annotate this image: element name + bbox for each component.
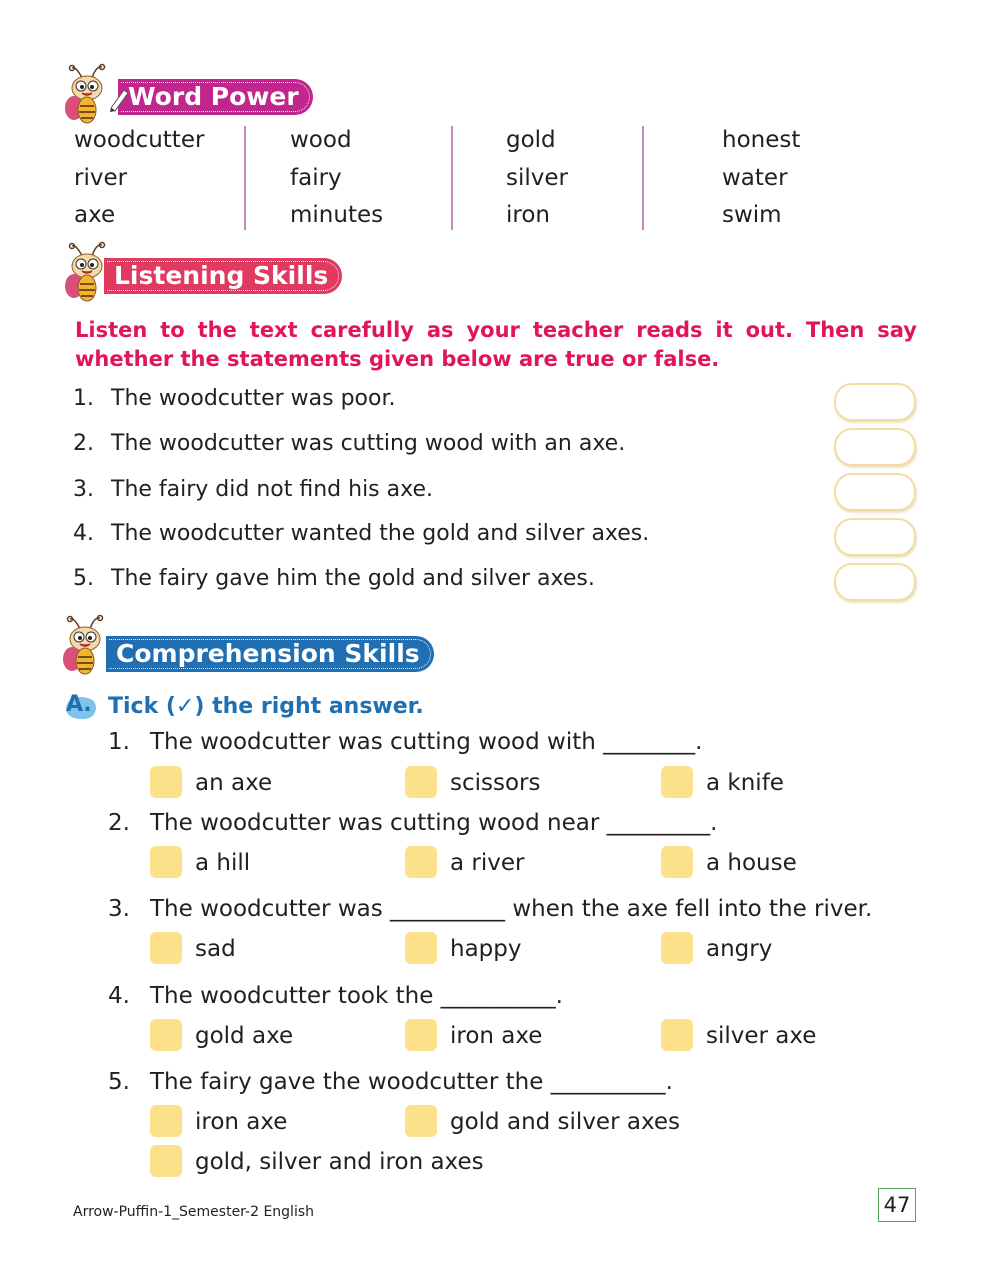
true-false-answer-box[interactable] [834, 473, 916, 511]
word-column-2 [290, 122, 383, 235]
column-divider [451, 126, 453, 230]
word-power-header [60, 76, 320, 126]
option-label: an axe [195, 770, 273, 796]
question-1 [108, 726, 702, 758]
tick-box[interactable] [150, 766, 182, 798]
pencil-icon [108, 86, 130, 112]
exercise-title: Tick (✓) the right answer. [108, 694, 424, 719]
question-number: 5. [108, 1069, 130, 1095]
exercise-letter: A. [66, 692, 92, 717]
word-item: honest [722, 127, 801, 153]
tick-box[interactable] [405, 766, 437, 798]
option-label: a knife [706, 770, 784, 796]
word-item: swim [722, 202, 782, 228]
question-5 [108, 1066, 673, 1098]
true-false-answer-box[interactable] [834, 428, 916, 466]
tick-box[interactable] [661, 766, 693, 798]
word-item: gold [506, 127, 556, 153]
word-item: minutes [290, 202, 384, 228]
option-label: a house [706, 850, 797, 876]
answer-option [661, 767, 784, 800]
answer-option [661, 847, 797, 880]
tick-box[interactable] [150, 1105, 182, 1137]
tick-box[interactable] [150, 846, 182, 878]
statement-text: The fairy gave him the gold and silver axes. [111, 566, 595, 591]
answer-option [405, 1020, 542, 1053]
word-item: iron [506, 202, 550, 228]
word-item: silver [506, 164, 568, 191]
statement-number: 5. [73, 566, 94, 591]
option-label: gold and silver axes [450, 1109, 680, 1135]
answer-option [150, 933, 236, 966]
tick-box[interactable] [405, 932, 437, 964]
question-text: The woodcutter took the __________. [150, 983, 563, 1009]
statement-number: 3. [73, 477, 94, 502]
answer-option [405, 847, 524, 880]
tick-box[interactable] [405, 1105, 437, 1137]
comprehension-skills-title: Comprehension Skills [106, 636, 434, 672]
statement-item [73, 564, 595, 594]
word-item: river [74, 164, 128, 191]
question-number: 4. [108, 983, 130, 1009]
question-text: The fairy gave the woodcutter the __________. [150, 1069, 673, 1095]
option-label: gold axe [195, 1023, 294, 1049]
statement-item [73, 519, 649, 549]
word-column-4 [722, 122, 800, 235]
answer-option [661, 1020, 816, 1053]
tick-box[interactable] [661, 932, 693, 964]
answer-option [150, 847, 250, 880]
statement-text: The woodcutter was poor. [111, 386, 396, 411]
listening-instruction: Listen to the text carefully as your teacher reads it out. Then say whether the statements given below are true or false. [75, 318, 917, 371]
exercise-label [62, 694, 100, 722]
option-label: sad [195, 936, 236, 962]
question-text: The woodcutter was cutting wood with ________. [150, 729, 703, 755]
question-4 [108, 980, 563, 1012]
page-number: 47 [878, 1188, 916, 1222]
tick-box[interactable] [661, 1019, 693, 1051]
answer-option [150, 1020, 293, 1053]
option-label: happy [450, 936, 522, 962]
tick-box[interactable] [150, 1145, 182, 1177]
word-power-title: Word Power [118, 79, 313, 115]
bee-mascot-icon [58, 608, 110, 682]
listening-skills-header [60, 254, 340, 304]
option-label: iron axe [450, 1023, 543, 1049]
answer-option [405, 933, 521, 966]
question-number: 1. [108, 729, 130, 755]
tick-box[interactable] [661, 846, 693, 878]
word-column-1 [74, 122, 204, 235]
statement-text: The woodcutter was cutting wood with an axe. [111, 431, 626, 456]
answer-option [150, 767, 272, 800]
word-item: fairy [290, 164, 342, 191]
word-column-3 [506, 122, 568, 235]
answer-option [661, 933, 772, 966]
option-label: silver axe [706, 1023, 817, 1049]
true-false-answer-box[interactable] [834, 563, 916, 601]
question-2 [108, 807, 717, 839]
option-label: a hill [195, 850, 251, 876]
question-number: 3. [108, 896, 130, 922]
statement-text: The fairy did not find his axe. [111, 477, 433, 502]
statement-item [73, 475, 433, 505]
option-label: gold, silver and iron axes [195, 1149, 484, 1175]
question-text: The woodcutter was cutting wood near _________. [150, 810, 718, 836]
option-label: iron axe [195, 1109, 288, 1135]
answer-option [405, 1106, 680, 1139]
statement-number: 4. [73, 521, 94, 546]
comprehension-skills-header [58, 632, 418, 682]
true-false-answer-box[interactable] [834, 518, 916, 556]
statement-text: The woodcutter wanted the gold and silver axes. [111, 521, 650, 546]
word-item: wood [290, 127, 352, 153]
option-label: angry [706, 936, 773, 962]
option-label: a river [450, 850, 525, 876]
tick-box[interactable] [405, 1019, 437, 1051]
bee-mascot-icon [60, 62, 112, 126]
statement-number: 1. [73, 386, 94, 411]
word-item: axe [74, 202, 116, 228]
tick-box[interactable] [150, 932, 182, 964]
column-divider [642, 126, 644, 230]
answer-option [405, 767, 541, 800]
statement-number: 2. [73, 431, 94, 456]
statement-item [73, 384, 396, 414]
statement-item [73, 429, 625, 459]
listening-skills-title: Listening Skills [104, 258, 342, 294]
book-title-footer: Arrow-Puffin-1_Semester-2 English [73, 1204, 315, 1220]
question-number: 2. [108, 810, 130, 836]
question-3 [108, 893, 872, 925]
question-text: The woodcutter was __________ when the axe fell into the river. [150, 896, 873, 922]
word-item: water [722, 164, 788, 191]
option-label: scissors [450, 770, 541, 796]
column-divider [244, 126, 246, 230]
tick-box[interactable] [405, 846, 437, 878]
word-item: woodcutter [74, 127, 205, 153]
tick-box[interactable] [150, 1019, 182, 1051]
answer-option [150, 1146, 484, 1179]
true-false-answer-box[interactable] [834, 383, 916, 421]
answer-option [150, 1106, 287, 1139]
